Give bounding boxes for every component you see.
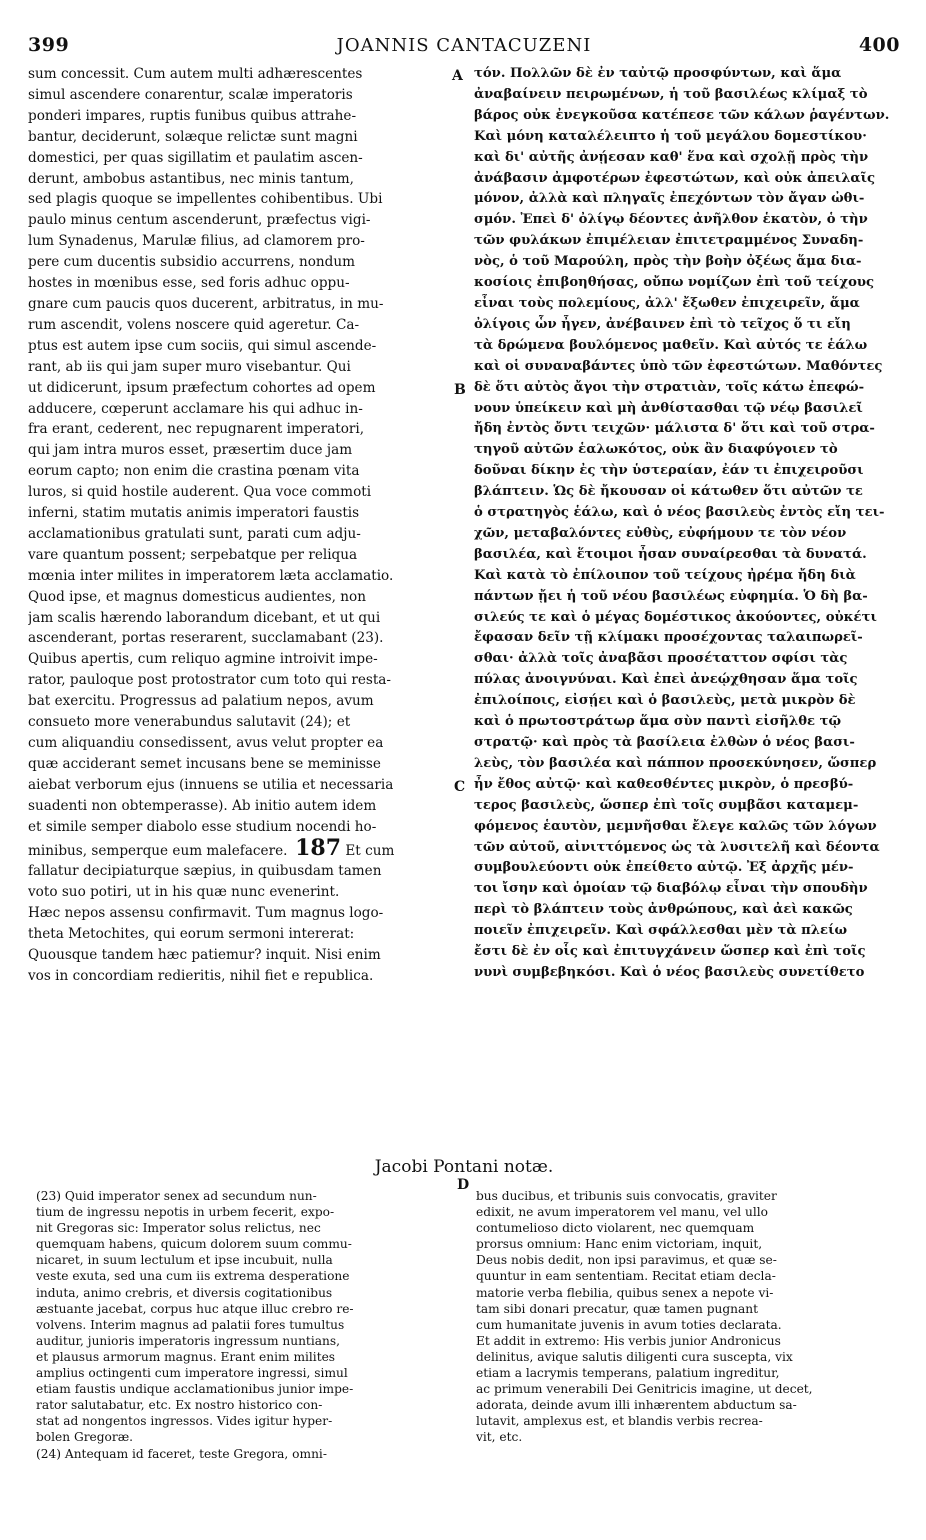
greek-line: τόν. Πολλῶν δὲ ἐν ταὐτῷ προσφύντων, καὶ ἅμα — [474, 66, 842, 81]
note-line: vit, etc. — [476, 1430, 523, 1445]
note-line: bus ducibus, et tribunis suis convocatis, graviter — [476, 1189, 777, 1203]
greek-line: ἔστι δὲ ἐν οἷς καὶ ἐπιτυγχάνειν ὥσπερ καὶ ἐπὶ τοῖς — [474, 944, 866, 960]
latin-line: suadenti non obtemperasse). Ab initio autem idem — [28, 797, 377, 814]
book-page — [28, 34, 900, 1514]
note-line: tam sibi donari precatur, quæ tamen pugnant — [476, 1301, 759, 1316]
latin-line: rant, ab iis qui jam super muro visebantur. Qui — [28, 358, 351, 375]
notes-right-column — [476, 1188, 900, 1446]
greek-line: τοι ἴσην καὶ ὁμοίαν τῷ διαβόλῳ εἶναι τὴν σπουδὴν — [474, 881, 868, 897]
greek-line: χῶν, μεταβαλόντες εὐθὺς, εὐφήμουν τε τὸν νέον — [474, 525, 847, 541]
greek-line: βασιλέα, καὶ ἕτοιμοι ἦσαν συναίρεσθαι τὰ δυνατά. — [474, 546, 867, 562]
latin-line — [28, 838, 446, 862]
latin-line: quæ acciderant semet incusans bene se meminisse — [28, 755, 381, 772]
greek-line: τερος βασιλεὺς, ὥσπερ ἐπὶ τοῖς συμβᾶσι καταμεμ- — [474, 797, 859, 813]
latin-line-text: minibus, semperque eum malefacere. — [28, 842, 288, 859]
greek-line: περὶ τὸ βλάπτειν τοὺς ἀνθρώπους, καὶ ἀεὶ κακῶς — [474, 902, 853, 918]
greek-line: ἀνάβασιν ἀμφοτέρων ἐφεστώτων, καὶ οὐκ ἀπειλαῖς — [474, 170, 875, 186]
greek-line: ἦν ἔθος αὐτῷ· καὶ καθεσθέντες μικρὸν, ὁ πρεσβύ- — [474, 776, 854, 792]
note-line: rator salutabatur, etc. Ex nostro historico con- — [36, 1398, 323, 1413]
note-line: et plausus armorum magnus. Erant enim milites — [36, 1349, 336, 1364]
page-header — [28, 34, 900, 62]
latin-line: hostes in mœnibus esse, sed foris adhuc oppu- — [28, 275, 350, 292]
greek-line: τηγοῦ αὐτῶν ἑαλωκότος, οὐκ ἂν διαφύγοιεν τὸ — [474, 442, 838, 458]
margin-letter-d: D — [457, 1177, 470, 1193]
greek-line: ὁ στρατηγὸς ἑάλω, καὶ ὁ νέος βασιλεὺς ἐντὸς εἴη τει- — [474, 505, 885, 521]
note-line: volvens. Interim magnus ad palatii fores tumultus — [36, 1317, 345, 1332]
note-line: edixit, ne avum imperatorem vel manu, vel ullo — [476, 1205, 768, 1220]
note-line: nit Gregoras sic: Imperator solus relictus, nec — [36, 1221, 321, 1236]
latin-line: cum aliquandiu consedissent, avus velut propter ea — [28, 735, 384, 751]
note-line: nicaret, in suum lectulum et ipse incubuit, nulla — [36, 1253, 333, 1268]
greek-line: πύλας ἀνοιγνύναι. Καὶ ἐπεὶ ἀνεῴχθησαν ἅμα τοῖς — [474, 672, 858, 688]
latin-line: sed plagis quoque se impellentes cohibentibus. Ubi — [28, 191, 383, 208]
greek-line: δὲ ὅτι αὐτὸς ἄγοι τὴν στρατιὰν, τοῖς κάτω ἐπεφώ- — [474, 379, 865, 395]
note-line: cum humanitate juvenis in avum toties declarata. — [476, 1317, 782, 1332]
greek-line: ποιεῖν ἐπιχειρεῖν. Καὶ σφάλλεσθαι μὲν τὰ πλείω — [474, 923, 848, 939]
note-line: amplius octingenti cum imperatore ingressi, simul — [36, 1366, 348, 1381]
greek-line: νουν ὑπείκειν καὶ μὴ ἀνθίστασθαι τῷ νέῳ βασιλεῖ — [474, 400, 863, 416]
margin-letter-b: B — [454, 382, 466, 398]
greek-line: Καὶ μόνη καταλέλειπτο ἡ τοῦ μεγάλου δομεστίκου· — [474, 128, 867, 144]
greek-line: σμόν. Ἐπεὶ δ' ὀλίγῳ δέοντες ἀνῆλθον ἑκατὸν, ὁ τὴν — [474, 212, 868, 228]
latin-line: lum Synadenus, Marulæ filius, ad clamorem pro- — [28, 233, 365, 250]
folio-marker-tail: Et cum — [341, 842, 395, 859]
note-line: Et addit in extremo: His verbis junior Andronicus — [476, 1333, 781, 1348]
latin-line: derunt, ambobus astantibus, nec minis tantum, — [28, 170, 354, 187]
note-line: veste exuta, sed una cum iis extrema desperatione — [36, 1269, 350, 1284]
note-line: etiam a lacrymis temperans, palatium ingreditur, — [476, 1366, 780, 1381]
note-line: (23) Quid imperator senex ad secundum nun- — [36, 1189, 317, 1203]
greek-line: καὶ δι' αὐτῆς ἀνῄεσαν καθ' ἕνα καὶ σχολῇ πρὸς τὴν — [474, 149, 869, 165]
greek-line: ὀλίγοις ὧν ἦγεν, ἀνέβαινεν ἐπὶ τὸ τεῖχος ὅ τι εἴη — [474, 316, 851, 332]
latin-line: paulo minus centum ascenderunt, præfectus vigi- — [28, 212, 371, 229]
greek-line: νὸς, ὁ τοῦ Μαρούλη, πρὸς τὴν βοὴν ὀξέως ἅμα δια- — [474, 254, 862, 270]
greek-line: εἶναι τοὺς πολεμίους, ἀλλ' ἔξωθεν ἐπιχειρεῖν, ἅμα — [474, 295, 860, 311]
latin-line: ut didicerunt, ipsum præfectum cohortes ad opem — [28, 379, 376, 396]
greek-line: νυνὶ συμβεβηκόσι. Καὶ ὁ νέος βασιλεὺς συνετίθετο — [474, 964, 865, 980]
greek-line: δοῦναι δίκην ἐς τὴν ὑστεραίαν, ἐάν τι ἐπιχειροῦσι — [474, 463, 864, 479]
greek-line: καὶ οἱ συναναβάντες ὑπὸ τῶν ἐφεστώτων. Μαθόντες — [474, 358, 883, 374]
note-line: (24) Antequam id faceret, teste Gregora, omni- — [36, 1446, 327, 1461]
note-line: adorata, deinde avum illi inhærentem abductum sa- — [476, 1398, 797, 1413]
latin-line: qui jam intra muros esset, præsertim duce jam — [28, 442, 353, 459]
latin-line: bat exercitu. Progressus ad palatium nepos, avum — [28, 693, 374, 710]
latin-line: rator, pauloque post protostrator cum toto qui resta- — [28, 672, 391, 689]
greek-line: ἀναβαίνειν πειρωμένων, ἡ τοῦ βασιλέως κλίμαξ τὸ — [474, 86, 868, 102]
note-line: tium de ingressu nepotis in urbem fecerit, expo- — [36, 1205, 335, 1220]
latin-line: eorum capto; non enim die crastina pœnam vita — [28, 463, 360, 480]
note-line: ac primum venerabili Dei Genitricis imagine, ut decet, — [476, 1382, 813, 1397]
note-line: lutavit, amplexus est, et blandis verbis recrea- — [476, 1414, 763, 1429]
folio-marker: 187 — [287, 837, 342, 861]
latin-line: luros, si quid hostile auderent. Qua voce commoti — [28, 484, 372, 501]
greek-line: τῶν αὐτοῦ, αἰνιττόμενος ὡς τὰ λυσιτελῆ καὶ δέοντα — [474, 839, 880, 855]
latin-line: ascenderant, portas reserarent, succlamabant (23). — [28, 630, 384, 647]
note-line: auditur, junioris imperatoris ingressum nuntians, — [36, 1333, 340, 1348]
greek-line: βάρος οὐκ ἐνεγκοῦσα κατέπεσε τῶν κάλων ῥαγέντων. — [474, 107, 890, 123]
note-line: æstuante jacebat, corpus huc atque illuc crebro re- — [36, 1301, 354, 1316]
latin-line: theta Metochites, qui eorum sermoni intererat: — [28, 926, 355, 943]
page-number-right: 400 — [858, 34, 900, 56]
greek-line: μόνον, ἀλλὰ καὶ πληγαῖς ἐπεχόντων τὸν ἄγαν ὠθι- — [474, 191, 865, 207]
greek-line: τὰ δρώμενα βουλόμενος μαθεῖν. Καὶ αὐτός τε ἑάλω — [474, 337, 868, 353]
greek-line: σιλεύς τε καὶ ὁ μέγας δομέστικος ἀκούοντες, οὐκέτι — [474, 609, 877, 625]
latin-line: Quousque tandem hæc patiemur? inquit. Nisi enim — [28, 947, 381, 964]
greek-line: ἐπιλοίποις, εἰσῄει καὶ ὁ βασιλεὺς, μετὰ μικρὸν δὲ — [474, 693, 856, 709]
latin-line: pere cum ducentis subsidio accurrens, nondum — [28, 254, 356, 271]
latin-line: acclamationibus gratulati sunt, parati cum adju- — [28, 525, 361, 542]
latin-line: fallatur decipiaturque sæpius, in quibusdam tamen — [28, 863, 382, 880]
greek-text-column — [474, 64, 900, 984]
note-line: matorie verba flebilia, quibus senex a nepote vi- — [476, 1285, 774, 1300]
latin-line: adducere, cœperunt acclamare his qui adhuc in- — [28, 400, 363, 417]
latin-line: gnare cum paucis quos ducerent, arbitratus, in mu- — [28, 295, 384, 312]
note-line: delinitus, avique salutis diligenti cura suscepta, vix — [476, 1349, 793, 1364]
note-line: contumelioso dicto violarent, nec quemquam — [476, 1221, 755, 1236]
page-number-left: 399 — [28, 34, 70, 56]
greek-line: ἔφασαν δεῖν τῇ κλίμακι προσέχοντας ταλαιπωρεῖ- — [474, 630, 863, 646]
greek-line: συμβουλεύοντι οὐκ ἐπείθετο αὐτῷ. Ἐξ ἀρχῆς μέν- — [474, 860, 854, 876]
latin-line: fra erant, cederent, nec repugnarent imperatori, — [28, 421, 365, 438]
note-line: bolen Gregoræ. — [36, 1430, 134, 1445]
latin-line: mœnia inter milites in imperatorem læta acclamatio. — [28, 567, 394, 584]
running-title: JOANNIS CANTACUZENI — [336, 35, 592, 56]
latin-line: vos in concordiam redieritis, nihil fiet e republica. — [28, 967, 374, 984]
latin-line: ptus est autem ipse cum sociis, qui simul ascende- — [28, 337, 377, 354]
margin-letter-c: C — [454, 779, 466, 795]
latin-line: voto suo potiri, ut in his quæ nunc evenerint. — [28, 884, 340, 901]
latin-line: vare quantum possent; serpebatque per reliqua — [28, 546, 358, 563]
greek-line: πάντων ᾔει ἡ τοῦ νέου βασιλέως εὐφημία. Ὁ δὴ βα- — [474, 588, 868, 604]
latin-line: simul ascendere conarentur, scalæ imperatoris — [28, 86, 353, 103]
latin-line: aiebat verborum ejus (innuens se utilia et necessaria — [28, 776, 394, 793]
note-line: induta, animo crebris, et diversis cogitationibus — [36, 1285, 333, 1300]
greek-line: φόμενος ἑαυτὸν, μεμνῆσθαι ἔλεγε καλῶς τῶν λόγων — [474, 818, 877, 834]
note-line: quuntur in eam sententiam. Recitat etiam decla- — [476, 1269, 776, 1284]
greek-line: κοσίοις ἐπιβοηθήσας, οὔπω νομίζων ἐπὶ τοῦ τείχους — [474, 275, 875, 291]
greek-line: λεὺς, τὸν βασιλέα καὶ πάππον προσεκύνησεν, ὥσπερ — [474, 755, 877, 771]
note-line: stat ad nongentos ingressos. Vides igitur hyper- — [36, 1414, 333, 1429]
greek-line: τῶν φυλάκων ἐπιμέλειαν ἐπιτετραμμένος Συναδη- — [474, 233, 864, 249]
greek-line: Καὶ κατὰ τὸ ἐπίλοιπον τοῦ τείχους ἠρέμα ἤδη διὰ — [474, 567, 856, 583]
latin-line: Quibus apertis, cum reliquo agmine introivit impe- — [28, 651, 378, 668]
greek-line: σθαι· ἀλλὰ τοῖς ἀναβᾶσι προσέταττον σφίσι τὰς — [474, 651, 848, 667]
latin-line: Hæc nepos assensu confirmavit. Tum magnus logo- — [28, 905, 384, 922]
notes-title: Jacobi Pontani notæ. — [374, 1157, 554, 1177]
note-line: Deus nobis dedit, non ipsi paravimus, et quæ se- — [476, 1253, 777, 1268]
latin-line: jam scalis hærendo laborandum dicebant, et ut qui — [28, 609, 381, 626]
latin-line: sum concessit. Cum autem multi adhærescentes — [28, 66, 363, 82]
latin-line: rum ascendit, volens noscere quid ageretur. Ca- — [28, 316, 360, 333]
greek-line: στρατῷ· καὶ πρὸς τὰ βασίλεια ἐλθὼν ὁ νέος βασι- — [474, 735, 855, 750]
latin-line: ponderi impares, ruptis funibus quibus attrahe- — [28, 107, 357, 124]
note-line: etiam faustis undique acclamationibus junior impe- — [36, 1382, 354, 1397]
latin-line: bantur, deciderunt, solæque relictæ sunt magni — [28, 128, 358, 145]
latin-line: domestici, per quas sigillatim et paulatim ascen- — [28, 149, 363, 166]
greek-line: βλάπτειν. Ὡς δὲ ἤκουσαν οἱ κάτωθεν ὅτι αὐτῶν τε — [474, 484, 863, 500]
greek-line: καὶ ὁ πρωτοστράτωρ ἅμα σὺν παντὶ εἰσῆλθε τῷ — [474, 714, 842, 730]
note-line: prorsus omnium: Hanc enim victoriam, inquit, — [476, 1237, 763, 1252]
latin-text-column — [28, 64, 446, 987]
note-line: quemquam habens, quicum dolorem suum commu- — [36, 1237, 352, 1252]
greek-line: ἤδη ἐντὸς ὄντι τειχῶν· μάλιστα δ' ὅτι καὶ τοῦ στρα- — [474, 421, 875, 437]
latin-line: Quod ipse, et magnus domesticus audientes, non — [28, 588, 366, 605]
latin-line: et simile semper diabolo esse studium nocendi ho- — [28, 818, 377, 835]
latin-line: inferni, statim mutatis animis imperatori faustis — [28, 505, 360, 522]
margin-letter-a: A — [452, 68, 463, 84]
latin-line: consueto more venerabundus salutavit (24); et — [28, 714, 351, 731]
notes-left-column — [36, 1188, 448, 1462]
